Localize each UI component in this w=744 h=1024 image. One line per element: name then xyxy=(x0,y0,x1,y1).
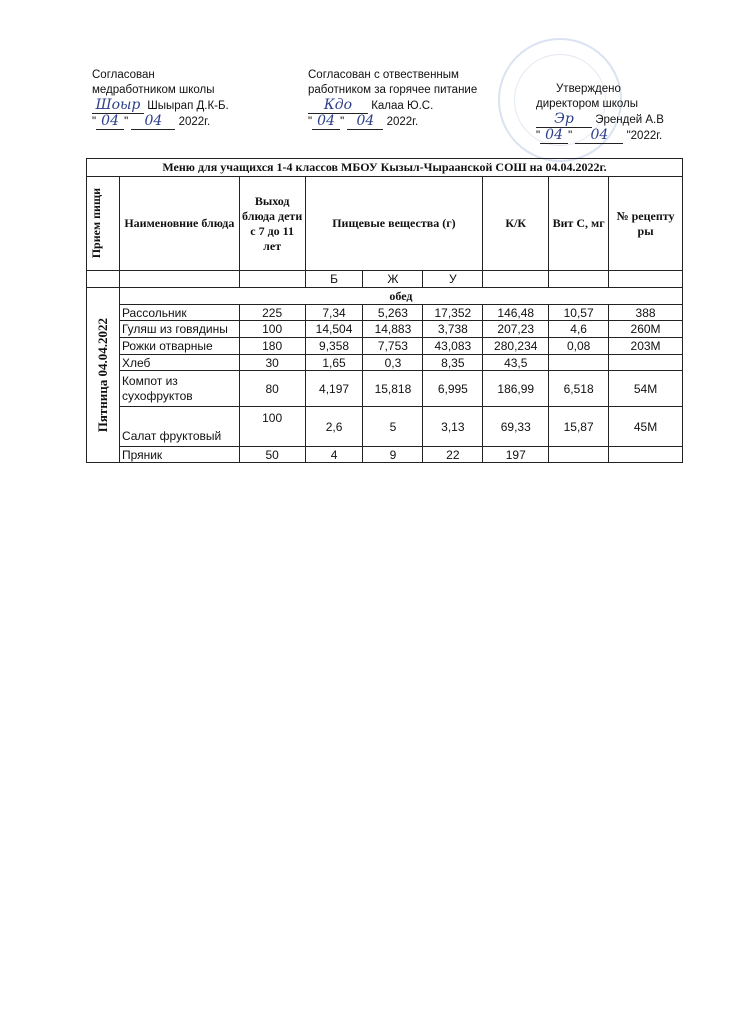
fat: 7,753 xyxy=(363,338,423,355)
table-row xyxy=(87,371,683,407)
table-row xyxy=(87,321,683,338)
approval-director-sign-row xyxy=(536,112,664,128)
approval-director xyxy=(536,82,664,144)
vitc: 0,08 xyxy=(549,338,609,355)
dish-name: Пряник xyxy=(119,447,239,463)
fat: 0,3 xyxy=(363,355,423,371)
protein: 4 xyxy=(305,447,363,463)
signature-catering: Кдо xyxy=(308,98,368,114)
approval-director-date: " 04 " 04 "2022г. xyxy=(536,127,663,143)
carbs: 3,738 xyxy=(423,321,483,338)
table-row xyxy=(87,338,683,355)
section-label: обед xyxy=(119,288,682,305)
fat: 5 xyxy=(363,407,423,447)
header-vitc: Вит С, мг xyxy=(549,177,609,271)
approvals-block xyxy=(0,0,744,160)
header-meal xyxy=(87,177,120,271)
recipe xyxy=(609,355,683,371)
protein: 2,6 xyxy=(305,407,363,447)
header-kcal: К/К xyxy=(483,177,549,271)
protein: 9,358 xyxy=(305,338,363,355)
portion: 225 xyxy=(239,305,305,321)
sub-empty xyxy=(87,271,120,288)
portion: 50 xyxy=(239,447,305,463)
recipe: 388 xyxy=(609,305,683,321)
carbs: 22 xyxy=(423,447,483,463)
approval-medical-line1: Согласован xyxy=(92,69,155,81)
dish-name: Компот из сухофруктов xyxy=(119,371,239,407)
date-year: 2022г. xyxy=(630,130,663,142)
dish-name: Гуляш из говядины xyxy=(119,321,239,338)
approval-director-name: Эрендей А.В xyxy=(595,114,664,126)
sub-fat: Ж xyxy=(363,271,423,288)
header-nutrients: Пищевые вещества (г) xyxy=(305,177,483,271)
approval-catering-date: " 04 " 04 2022г. xyxy=(308,113,419,129)
header-recipe: № рецепту ры xyxy=(609,177,683,271)
sub-empty xyxy=(119,271,239,288)
approval-director-line2: директором школы xyxy=(536,98,639,110)
date-month: 04 xyxy=(131,114,175,130)
vitc: 6,518 xyxy=(549,371,609,407)
date-day: 04 xyxy=(540,128,568,144)
approval-medical-line2: медработником школы xyxy=(92,84,215,96)
approval-medical-name: Шыырап Д.К-Б. xyxy=(147,100,229,112)
dish-name: Рожки отварные xyxy=(119,338,239,355)
recipe: 54М xyxy=(609,371,683,407)
signature-director: Эр xyxy=(536,112,592,128)
recipe: 203М xyxy=(609,338,683,355)
sub-empty xyxy=(549,271,609,288)
table-row xyxy=(87,447,683,463)
date-day: 04 xyxy=(96,114,124,130)
fat: 9 xyxy=(363,447,423,463)
kcal: 186,99 xyxy=(483,371,549,407)
kcal: 207,23 xyxy=(483,321,549,338)
sub-empty xyxy=(239,271,305,288)
signature-medical: Шоыр xyxy=(92,98,144,114)
kcal: 280,234 xyxy=(483,338,549,355)
recipe: 260М xyxy=(609,321,683,338)
carbs: 6,995 xyxy=(423,371,483,407)
dish-name: Хлеб xyxy=(119,355,239,371)
menu-title: Меню для учащихся 1-4 классов МБОУ Кызыл-Чыраанской СОШ на 04.04.2022г. xyxy=(87,159,683,177)
dish-name: Рассольник xyxy=(119,305,239,321)
date-year: 2022г. xyxy=(386,116,419,128)
approval-medical xyxy=(92,68,229,130)
vitc: 15,87 xyxy=(549,407,609,447)
approval-catering xyxy=(308,68,477,130)
recipe: 45М xyxy=(609,407,683,447)
portion: 100 xyxy=(239,321,305,338)
portion: 80 xyxy=(239,371,305,407)
header-meal-text: Прием пищи xyxy=(89,188,103,259)
fat: 15,818 xyxy=(363,371,423,407)
day-label: Пятница 04.04.2022 xyxy=(94,317,110,433)
table-row xyxy=(87,407,683,447)
vitc xyxy=(549,447,609,463)
carbs: 8,35 xyxy=(423,355,483,371)
header-dish: Наименовние блюда xyxy=(119,177,239,271)
recipe xyxy=(609,447,683,463)
fat: 14,883 xyxy=(363,321,423,338)
approval-catering-line2: работником за горячее питание xyxy=(308,84,478,96)
protein: 1,65 xyxy=(305,355,363,371)
carbs: 3,13 xyxy=(423,407,483,447)
approval-medical-date: " 04 " 04 2022г. xyxy=(92,113,211,129)
date-year: 2022г. xyxy=(178,116,211,128)
sub-empty xyxy=(483,271,549,288)
protein: 14,504 xyxy=(305,321,363,338)
kcal: 197 xyxy=(483,447,549,463)
vitc: 4,6 xyxy=(549,321,609,338)
dish-name: Салат фруктовый xyxy=(119,407,239,447)
kcal: 43,5 xyxy=(483,355,549,371)
date-day: 04 xyxy=(312,114,340,130)
portion: 30 xyxy=(239,355,305,371)
sub-empty xyxy=(609,271,683,288)
vitc xyxy=(549,355,609,371)
table-row xyxy=(87,305,683,321)
day-cell xyxy=(87,288,120,463)
menu-table xyxy=(86,158,683,463)
date-month: 04 xyxy=(575,128,623,144)
portion: 100 xyxy=(239,407,305,447)
portion: 180 xyxy=(239,338,305,355)
approval-catering-sign-row xyxy=(308,98,477,114)
carbs: 43,083 xyxy=(423,338,483,355)
approval-medical-sign-row xyxy=(92,98,229,114)
protein: 7,34 xyxy=(305,305,363,321)
approval-catering-line1: Согласован с отвественным xyxy=(308,69,459,81)
vitc: 10,57 xyxy=(549,305,609,321)
sub-protein: Б xyxy=(305,271,363,288)
fat: 5,263 xyxy=(363,305,423,321)
carbs: 17,352 xyxy=(423,305,483,321)
approval-catering-name: Калаа Ю.С. xyxy=(371,100,434,112)
table-row xyxy=(87,355,683,371)
sub-carbs: У xyxy=(423,271,483,288)
date-month: 04 xyxy=(347,114,383,130)
kcal: 146,48 xyxy=(483,305,549,321)
approval-director-line1: Утверждено xyxy=(556,83,621,95)
kcal: 69,33 xyxy=(483,407,549,447)
protein: 4,197 xyxy=(305,371,363,407)
header-portion: Выход блюда дети с 7 до 11 лет xyxy=(239,177,305,271)
